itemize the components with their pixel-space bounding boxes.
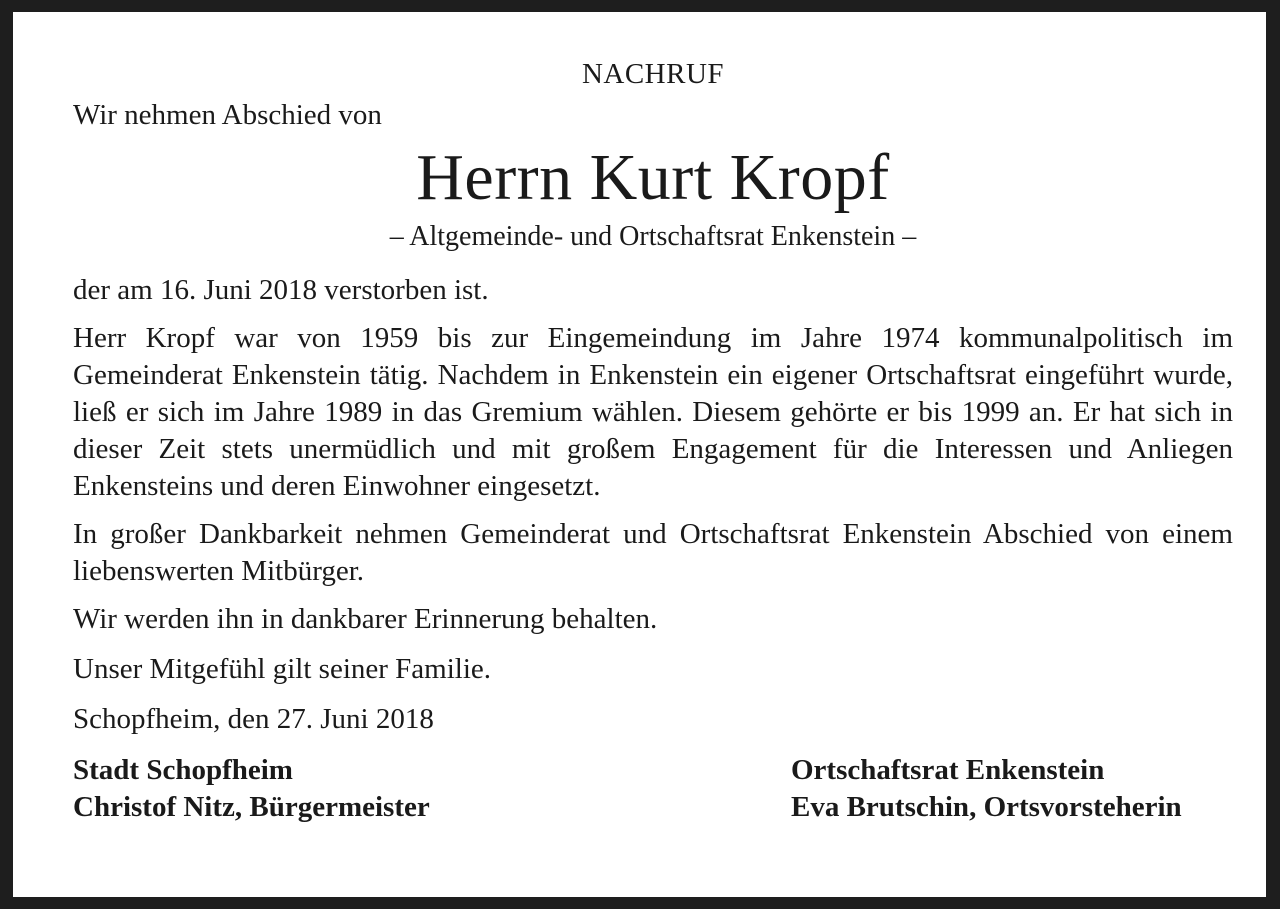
place-date-line: Schopfheim, den 27. Juni 2018 [73,703,434,735]
intro-line: Wir nehmen Abschied von [73,99,382,131]
signature-left-person: Christof Nitz, Bürgermeister [73,791,430,823]
signature-block [73,752,1233,826]
condolence-line: Unser Mitgefühl gilt seiner Familie. [73,653,492,685]
signature-right-organization: Ortschaftsrat Enkenstein [791,754,1105,786]
deceased-name: Herrn Kurt Kropf [416,141,890,214]
signature-left [73,752,430,826]
signature-left-organization: Stadt Schopfheim [73,754,293,786]
gratitude-paragraph: In großer Dankbarkeit nehmen Gemeinderat und Ortschaftsrat Enkenstein Abschied von einem liebenswerten Mitbürger. [73,518,1233,587]
signature-right-person: Eva Brutschin, Ortsvorsteherin [791,791,1182,823]
biography-paragraph: Herr Kropf war von 1959 bis zur Eingemeindung im Jahre 1974 kommunalpolitisch im Gemeinderat Enkenstein tätig. Nachdem in Enkenstein ein eigener Ortschaftsrat eingeführt wurde, ließ er sich im Jahre 1989 in das Gremium wählen. Diesem gehörte er bis 1999 an. Er hat sich in dieser Zeit stets unermüdlich und mit großem Engagement für die Interessen und Anliegen Enkensteins und deren Einwohner eingesetzt. [73,322,1233,502]
deceased-role: – Altgemeinde- und Ortschaftsrat Enkenstein – [389,221,917,252]
obituary-content [73,52,1233,826]
death-date-line: der am 16. Juni 2018 verstorben ist. [73,274,489,306]
remembrance-line: Wir werden ihn in dankbarer Erinnerung behalten. [73,603,658,635]
signature-right [791,752,1233,826]
obituary-heading: NACHRUF [581,58,725,90]
